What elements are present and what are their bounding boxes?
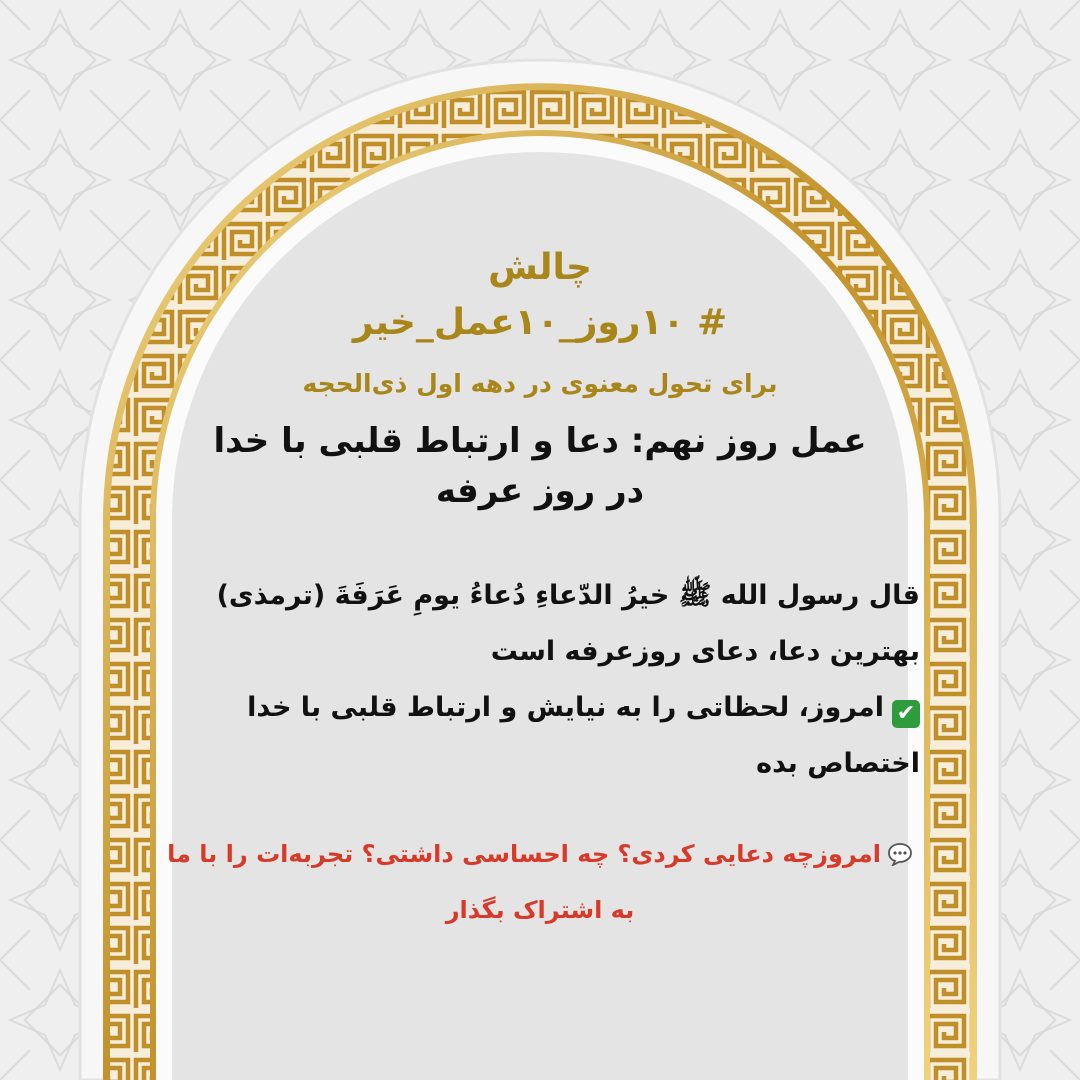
- arch-content: [160, 240, 920, 1080]
- speech-bubble-icon: [887, 842, 913, 866]
- question-block: [160, 826, 920, 938]
- action-paragraph: [160, 680, 920, 792]
- hadith-text: قال رسول الله ﷺ خیرُ الدّعاءِ دُعاءُ یومِ عَرَفَةَ (ترمذی): [216, 580, 920, 611]
- challenge-title: چالش: [488, 247, 592, 288]
- body-text: [160, 568, 920, 792]
- challenge-subtitle: برای تحول معنوی در دهه اول ذی‌الحجه: [302, 369, 778, 398]
- check-mark-icon: ✔: [892, 700, 920, 728]
- challenge-hashtag: # ۱۰روز_۱۰عمل_خیر: [352, 302, 728, 343]
- action-text: امروز، لحظاتی را به نیایش و ارتباط قلبی با خدا اختصاص بده: [247, 692, 920, 779]
- hadith-translation: بهترین دعا، دعای روزعرفه است: [490, 636, 920, 667]
- day-title: [160, 416, 920, 516]
- day-title-line1: عمل روز نهم: دعا و ارتباط قلبی با خدا: [213, 421, 867, 461]
- day-title-line2: در روز عرفه: [435, 471, 645, 511]
- question-text: امروزچه دعایی کردی؟ چه احساسی داشتی؟ تجربه‌ات را با ما به اشتراک بگذار: [167, 840, 881, 924]
